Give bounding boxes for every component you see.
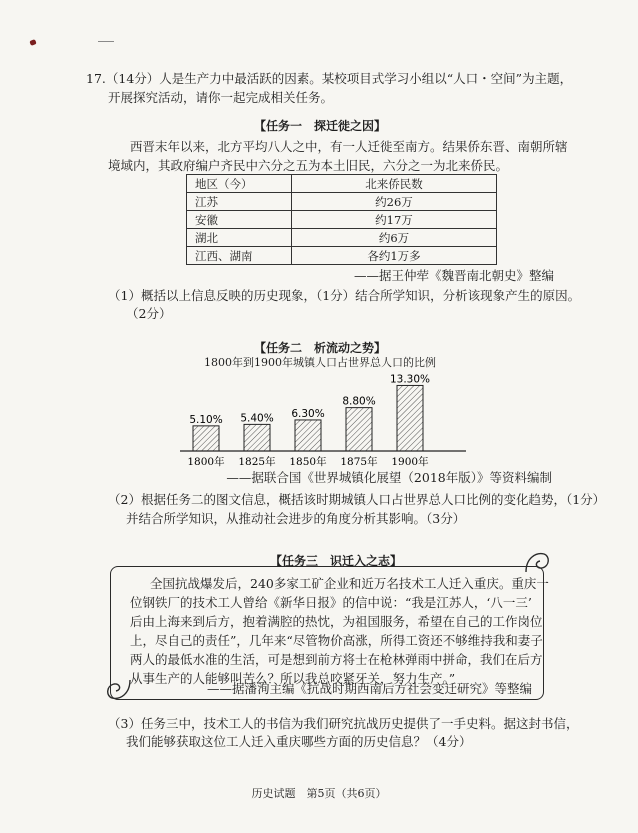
chart-data-label: 6.30% <box>291 407 325 420</box>
chart-data-label: 5.10% <box>189 413 223 426</box>
question-stem-line2: 开展探究活动，请你一起完成相关任务。 <box>108 90 334 105</box>
table-header-region: 地区（今） <box>187 175 292 193</box>
letter-line: 两人的最低水准的生活，可是想到前方将士在枪林弹雨中拼命，我们在后方 <box>130 652 543 667</box>
chart-tick-label: 1875年 <box>340 456 378 468</box>
scroll-curl-icon <box>522 546 552 576</box>
task1-paragraph-line2: 境域内，其政府编户齐民中六分之五为本土旧民，六分之一为北来侨民。 <box>108 158 509 173</box>
table-header-row <box>187 175 497 193</box>
page-footer: 历史试题 第5页（共6页） <box>251 787 387 800</box>
table-cell-region: 湖北 <box>187 229 292 247</box>
table-row <box>187 193 497 211</box>
urbanization-chart <box>170 352 470 470</box>
question3-line1: （3）任务三中，技术工人的书信为我们研究抗战历史提供了一手史料。据这封书信， <box>108 716 579 731</box>
task3-source: ——据潘洵主编《抗战时期西南后方社会变迁研究》等整编 <box>206 681 532 696</box>
migrant-table <box>186 174 497 265</box>
chart-title: 1800年到1900年城镇人口占世界总人口的比例 <box>204 356 436 369</box>
question1-line2: （2分） <box>126 306 172 321</box>
chart-tick-label: 1825年 <box>238 456 276 468</box>
chart-data-label: 8.80% <box>342 395 376 408</box>
task1-title: 【任务一 探迁徙之因】 <box>254 119 387 133</box>
question1-line1: （1）概括以上信息反映的历史现象，（1分）结合所学知识，分析该现象产生的原因。 <box>108 288 581 303</box>
chart-tick-label: 1800年 <box>187 456 225 468</box>
chart-bar <box>244 424 270 451</box>
table-cell-count: 各约1万多 <box>292 247 497 265</box>
question3-line2: 我们能够获取这位工人迁入重庆哪些方面的历史信息？（4分） <box>126 734 472 749</box>
letter-line: 从事生产的人能够叫苦么？所以我总咬紧牙关，努力生产。” <box>130 671 456 686</box>
table-cell-region: 江苏 <box>187 193 292 211</box>
chart-bar <box>397 385 423 451</box>
chart-data-label: 13.30% <box>389 373 431 386</box>
ink-mark <box>29 39 36 46</box>
table-row <box>187 229 497 247</box>
pencil-mark <box>98 41 114 42</box>
table-row <box>187 211 497 229</box>
table-cell-count: 约17万 <box>292 211 497 229</box>
chart-tick-label: 1900年 <box>391 456 429 468</box>
chart-bar <box>295 420 321 451</box>
chart-bar <box>346 408 372 451</box>
table-cell-region: 江西、湖南 <box>187 247 292 265</box>
task1-source: ——据王仲荦《魏晋南北朝史》整编 <box>353 268 554 283</box>
table-row <box>187 247 497 265</box>
task3-title: 【任务三 识迁入之志】 <box>270 554 403 568</box>
task2-source: ——据联合国《世界城镇化展望（2018年版）》等资料编制 <box>226 470 552 485</box>
letter-line: 全国抗战爆发后，240多家工矿企业和近万名技术工人迁入重庆。重庆一 <box>150 576 549 591</box>
letter-line: 上，尽自己的责任”，几年来“尽管物价高涨，所得工资还不够维持我和妻子 <box>130 633 543 648</box>
question2-line1: （2）根据任务二的图文信息，概括该时期城镇人口占世界总人口比例的变化趋势，（1分） <box>108 492 606 507</box>
letter-line: 后由上海来到后方，抱着满腔的热忱，为祖国服务，希望在自己的工作岗位 <box>130 614 543 629</box>
question-stem-line1: 17.（14分）人是生产力中最活跃的因素。某校项目式学习小组以“人口・空间”为主题， <box>86 71 573 86</box>
task1-paragraph-line1: 西晋末年以来，北方平均八人之中，有一人迁徙至南方。结果侨东晋、南朝所辖 <box>130 139 568 154</box>
question2-line2: 并结合所学知识，从推动社会进步的角度分析其影响。（3分） <box>126 511 466 526</box>
table-cell-count: 约6万 <box>292 229 497 247</box>
chart-data-label: 5.40% <box>240 412 274 425</box>
chart-bar <box>193 426 219 451</box>
table-cell-region: 安徽 <box>187 211 292 229</box>
table-header-count: 北来侨民数 <box>292 175 497 193</box>
task2-title: 【任务二 析流动之势】 <box>254 341 387 355</box>
chart-tick-label: 1850年 <box>289 456 327 468</box>
table-cell-count: 约26万 <box>292 193 497 211</box>
letter-line: 位钢铁厂的技术工人曾给《新华日报》的信中说：“我是江苏人，‘八一三’ <box>130 595 532 610</box>
